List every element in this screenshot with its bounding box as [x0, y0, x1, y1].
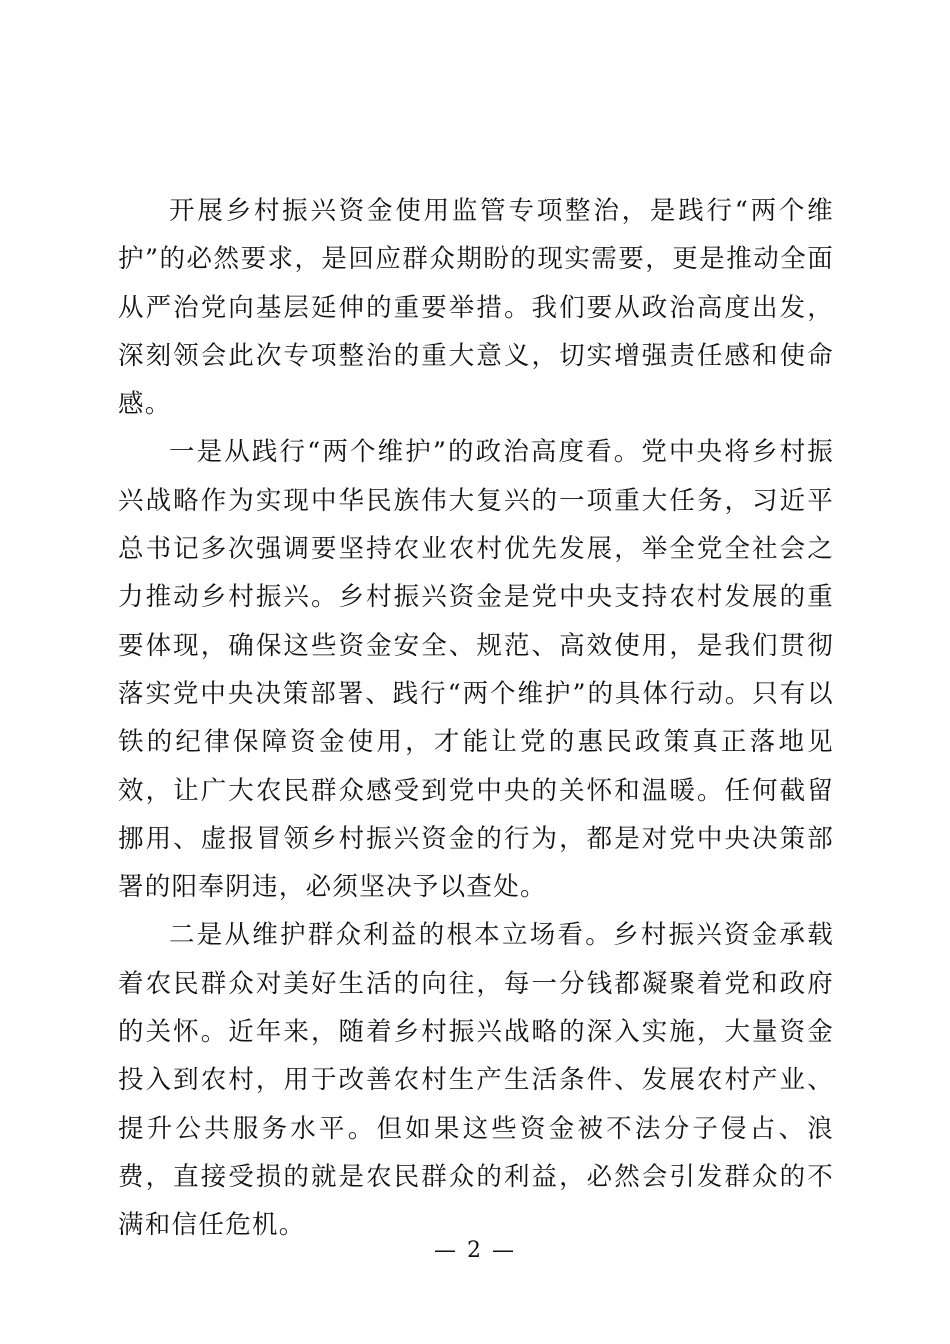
paragraph-point-one: 一是从践行“两个维护”的政治高度看。党中央将乡村振兴战略作为实现中华民族伟大复兴的一项重大任务，习近平总书记多次强调要坚持农业农村优先发展，举全党全社会之力推动乡村振兴。乡村振兴资金是党中央支持农村发展的重要体现，确保这些资金安全、规范、高效使用，是我们贯彻落实党中央决策部署、践行“两个维护”的具体行动。只有以铁的纪律保障资金使用，才能让党的惠民政策真正落地见效，让广大农民群众感受到党中央的关怀和温暖。任何截留挪用、虚报冒领乡村振兴资金的行为，都是对党中央决策部署的阳奉阴违，必须坚决予以查处。	[118, 437, 834, 903]
paragraph-point-two: 二是从维护群众利益的根本立场看。乡村振兴资金承载着农民群众对美好生活的向往，每一分钱都凝聚着党和政府的关怀。近年来，随着乡村振兴战略的深入实施，大量资金投入到农村，用于改善农村生产生活条件、发展农村产业、提升公共服务水平。但如果这些资金被不法分子侵占、浪费，直接受损的就是农民群众的利益，必然会引发群众的不满和信任危机。	[118, 920, 834, 1241]
document-body	[118, 187, 834, 1250]
page-number: — 2 —	[434, 1238, 516, 1263]
paragraph-intro: 开展乡村振兴资金使用监管专项整治，是践行“两个维护”的必然要求，是回应群众期盼的现实需要，更是推动全面从严治党向基层延伸的重要举措。我们要从政治高度出发，深刻领会此次专项整治的重大意义，切实增强责任感和使命感。	[118, 196, 834, 420]
